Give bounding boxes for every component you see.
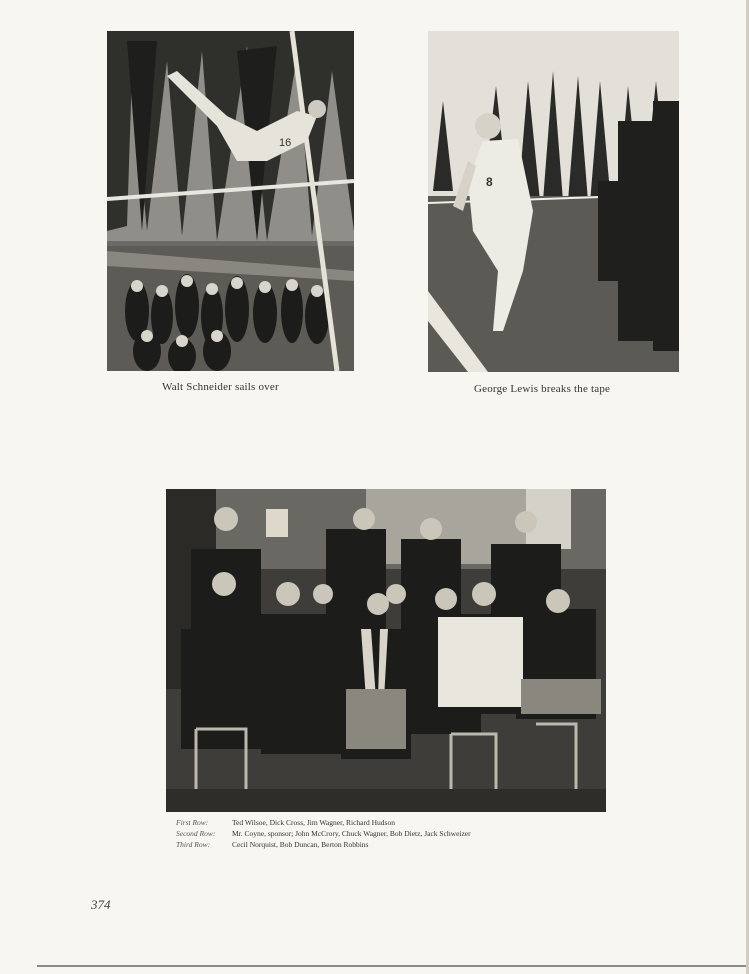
third-row-names: [176, 839, 471, 850]
page-number: 374: [91, 897, 111, 912]
first-row-names: [176, 817, 471, 828]
second-row-list: Mr. Coyne, sponsor; John McCrory, Chuck Wagner, Bob Dietz, Jack Schweizer: [232, 829, 471, 838]
third-row-list: Cecil Norquist, Bob Duncan, Berton Robbins: [232, 840, 369, 849]
bottom-rule: [37, 965, 749, 967]
first-row-label: First Row:: [176, 818, 209, 827]
pole-vault-photo: [107, 31, 354, 371]
jersey-number: 8: [486, 175, 493, 189]
group-photo-names: [176, 817, 471, 850]
jersey-number: 16: [279, 137, 292, 149]
second-row-label: Second Row:: [176, 829, 216, 838]
group-photo: [166, 489, 606, 812]
second-row-names: [176, 828, 471, 839]
first-row-list: Ted Wilsoe, Dick Cross, Jim Wagner, Richard Hudson: [232, 818, 395, 827]
finish-line-photo: [428, 31, 679, 372]
third-row-label: Third Row:: [176, 840, 211, 849]
finish-line-caption: George Lewis breaks the tape: [474, 383, 611, 395]
pole-vault-caption: Walt Schneider sails over: [162, 381, 279, 393]
